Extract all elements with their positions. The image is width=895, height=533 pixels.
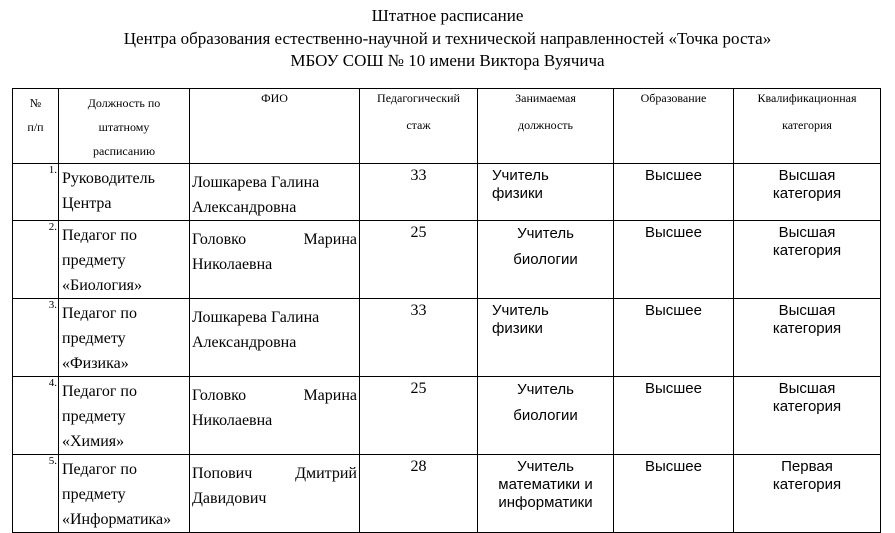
category-line: Высшая — [778, 380, 836, 397]
header-position-line: Должность по — [87, 96, 161, 110]
education-value: Высшее — [644, 224, 702, 241]
document-subtitle-center: Центра образования естественно-научной и технической направленностей «Точка роста» — [123, 29, 772, 48]
table-header-row — [13, 89, 881, 164]
cell-fio — [190, 164, 360, 221]
row-num: 4. — [48, 377, 57, 389]
header-education-label: Образование — [640, 91, 707, 105]
cell-occupied — [478, 221, 614, 299]
header-num — [13, 89, 59, 164]
occupied-line: Учитель — [517, 458, 574, 475]
header-experience — [360, 89, 478, 164]
experience-value: 33 — [410, 302, 427, 319]
occupied-line: математики и — [498, 476, 593, 493]
cell-position — [59, 455, 190, 533]
position-line: «Физика» — [62, 355, 129, 372]
cell-position — [59, 164, 190, 221]
header-fio-label: ФИО — [261, 91, 288, 105]
cell-experience — [360, 377, 478, 455]
education-value: Высшее — [644, 380, 702, 397]
cell-position — [59, 221, 190, 299]
cell-occupied — [478, 164, 614, 221]
cell-position — [59, 377, 190, 455]
cell-category — [734, 221, 881, 299]
header-occupied-line: Занимаемая — [515, 91, 576, 105]
table-row — [13, 164, 881, 221]
occupied-line: информатики — [498, 494, 593, 511]
cell-education — [614, 299, 734, 377]
cell-num — [13, 377, 59, 455]
fio-line: Николаевна — [192, 412, 273, 429]
occupied-line: физики — [492, 185, 543, 202]
position-line: предмету — [62, 252, 126, 269]
category-line: Первая — [781, 458, 833, 475]
occupied-line: Учитель — [517, 381, 574, 398]
position-line: Педагог по — [62, 305, 137, 322]
fio-line: Лошкарева Галина — [192, 309, 320, 326]
category-line: категория — [772, 320, 842, 337]
header-experience-line: Педагогический — [377, 91, 460, 105]
position-line: Руководитель — [62, 170, 155, 187]
fio-line: Александровна — [192, 334, 297, 351]
cell-position — [59, 299, 190, 377]
fio-line: Александровна — [192, 199, 297, 216]
header-category — [734, 89, 881, 164]
table-row — [13, 455, 881, 533]
education-value: Высшее — [644, 167, 702, 184]
cell-category — [734, 455, 881, 533]
position-line: предмету — [62, 486, 126, 503]
cell-education — [614, 377, 734, 455]
cell-num — [13, 455, 59, 533]
header-num-line: № — [29, 96, 42, 110]
fio-word: Марина — [303, 231, 357, 248]
category-line: Высшая — [778, 167, 836, 184]
fio-line: Давидович — [192, 490, 267, 507]
row-num: 3. — [48, 299, 57, 311]
fio-word: Попович — [192, 465, 253, 482]
cell-occupied — [478, 377, 614, 455]
header-education — [614, 89, 734, 164]
table-row — [13, 221, 881, 299]
occupied-line: Учитель — [492, 302, 549, 319]
occupied-line: Учитель — [492, 167, 549, 184]
cell-occupied — [478, 455, 614, 533]
category-line: категория — [772, 185, 842, 202]
header-occupied-line: должность — [518, 118, 573, 132]
category-line: Высшая — [778, 224, 836, 241]
document-subtitle-school: МБОУ СОШ № 10 имени Виктора Вуячича — [290, 51, 605, 70]
experience-value: 25 — [410, 224, 427, 241]
row-num: 5. — [48, 455, 57, 467]
staff-table — [12, 88, 881, 533]
position-line: предмету — [62, 330, 126, 347]
education-value: Высшее — [644, 458, 702, 475]
header-position — [59, 89, 190, 164]
cell-category — [734, 299, 881, 377]
position-line: Педагог по — [62, 461, 137, 478]
occupied-line: биологии — [513, 407, 578, 424]
cell-education — [614, 164, 734, 221]
row-num: 2. — [48, 221, 57, 233]
cell-experience — [360, 455, 478, 533]
position-line: «Химия» — [62, 433, 125, 450]
category-line: категория — [772, 398, 842, 415]
cell-category — [734, 377, 881, 455]
experience-value: 33 — [410, 167, 427, 184]
cell-category — [734, 164, 881, 221]
cell-education — [614, 221, 734, 299]
education-value: Высшее — [644, 302, 702, 319]
category-line: Высшая — [778, 302, 836, 319]
fio-line: Лошкарева Галина — [192, 174, 320, 191]
table-row — [13, 299, 881, 377]
fio-line: Николаевна — [192, 256, 273, 273]
header-experience-line: стаж — [406, 118, 431, 132]
cell-fio — [190, 455, 360, 533]
position-line: предмету — [62, 408, 126, 425]
fio-word: Головко — [192, 231, 247, 248]
category-line: категория — [772, 476, 842, 493]
position-line: Педагог по — [62, 383, 137, 400]
row-num: 1. — [48, 164, 57, 176]
header-num-line: п/п — [27, 120, 44, 134]
cell-num — [13, 221, 59, 299]
fio-word: Головко — [192, 387, 247, 404]
fio-word: Марина — [303, 387, 357, 404]
occupied-line: Учитель — [517, 225, 574, 242]
cell-num — [13, 299, 59, 377]
table-row — [13, 377, 881, 455]
cell-experience — [360, 164, 478, 221]
header-category-line: Квалификационная — [757, 91, 857, 105]
cell-occupied — [478, 299, 614, 377]
cell-fio — [190, 377, 360, 455]
category-line: категория — [772, 242, 842, 259]
header-position-line: штатному — [98, 120, 150, 134]
experience-value: 25 — [410, 380, 427, 397]
position-line: Центра — [62, 195, 112, 212]
position-line: «Информатика» — [62, 511, 172, 528]
cell-experience — [360, 299, 478, 377]
cell-fio — [190, 299, 360, 377]
occupied-line: физики — [492, 320, 543, 337]
header-fio — [190, 89, 360, 164]
cell-experience — [360, 221, 478, 299]
document-title: Штатное расписание — [371, 6, 524, 25]
position-line: Педагог по — [62, 227, 137, 244]
cell-fio — [190, 221, 360, 299]
cell-num — [13, 164, 59, 221]
cell-education — [614, 455, 734, 533]
header-category-line: категория — [782, 118, 832, 132]
header-position-line: расписанию — [92, 144, 156, 158]
header-occupied — [478, 89, 614, 164]
experience-value: 28 — [410, 458, 427, 475]
fio-word: Дмитрий — [295, 465, 357, 482]
occupied-line: биологии — [513, 251, 578, 268]
position-line: «Биология» — [62, 277, 143, 294]
